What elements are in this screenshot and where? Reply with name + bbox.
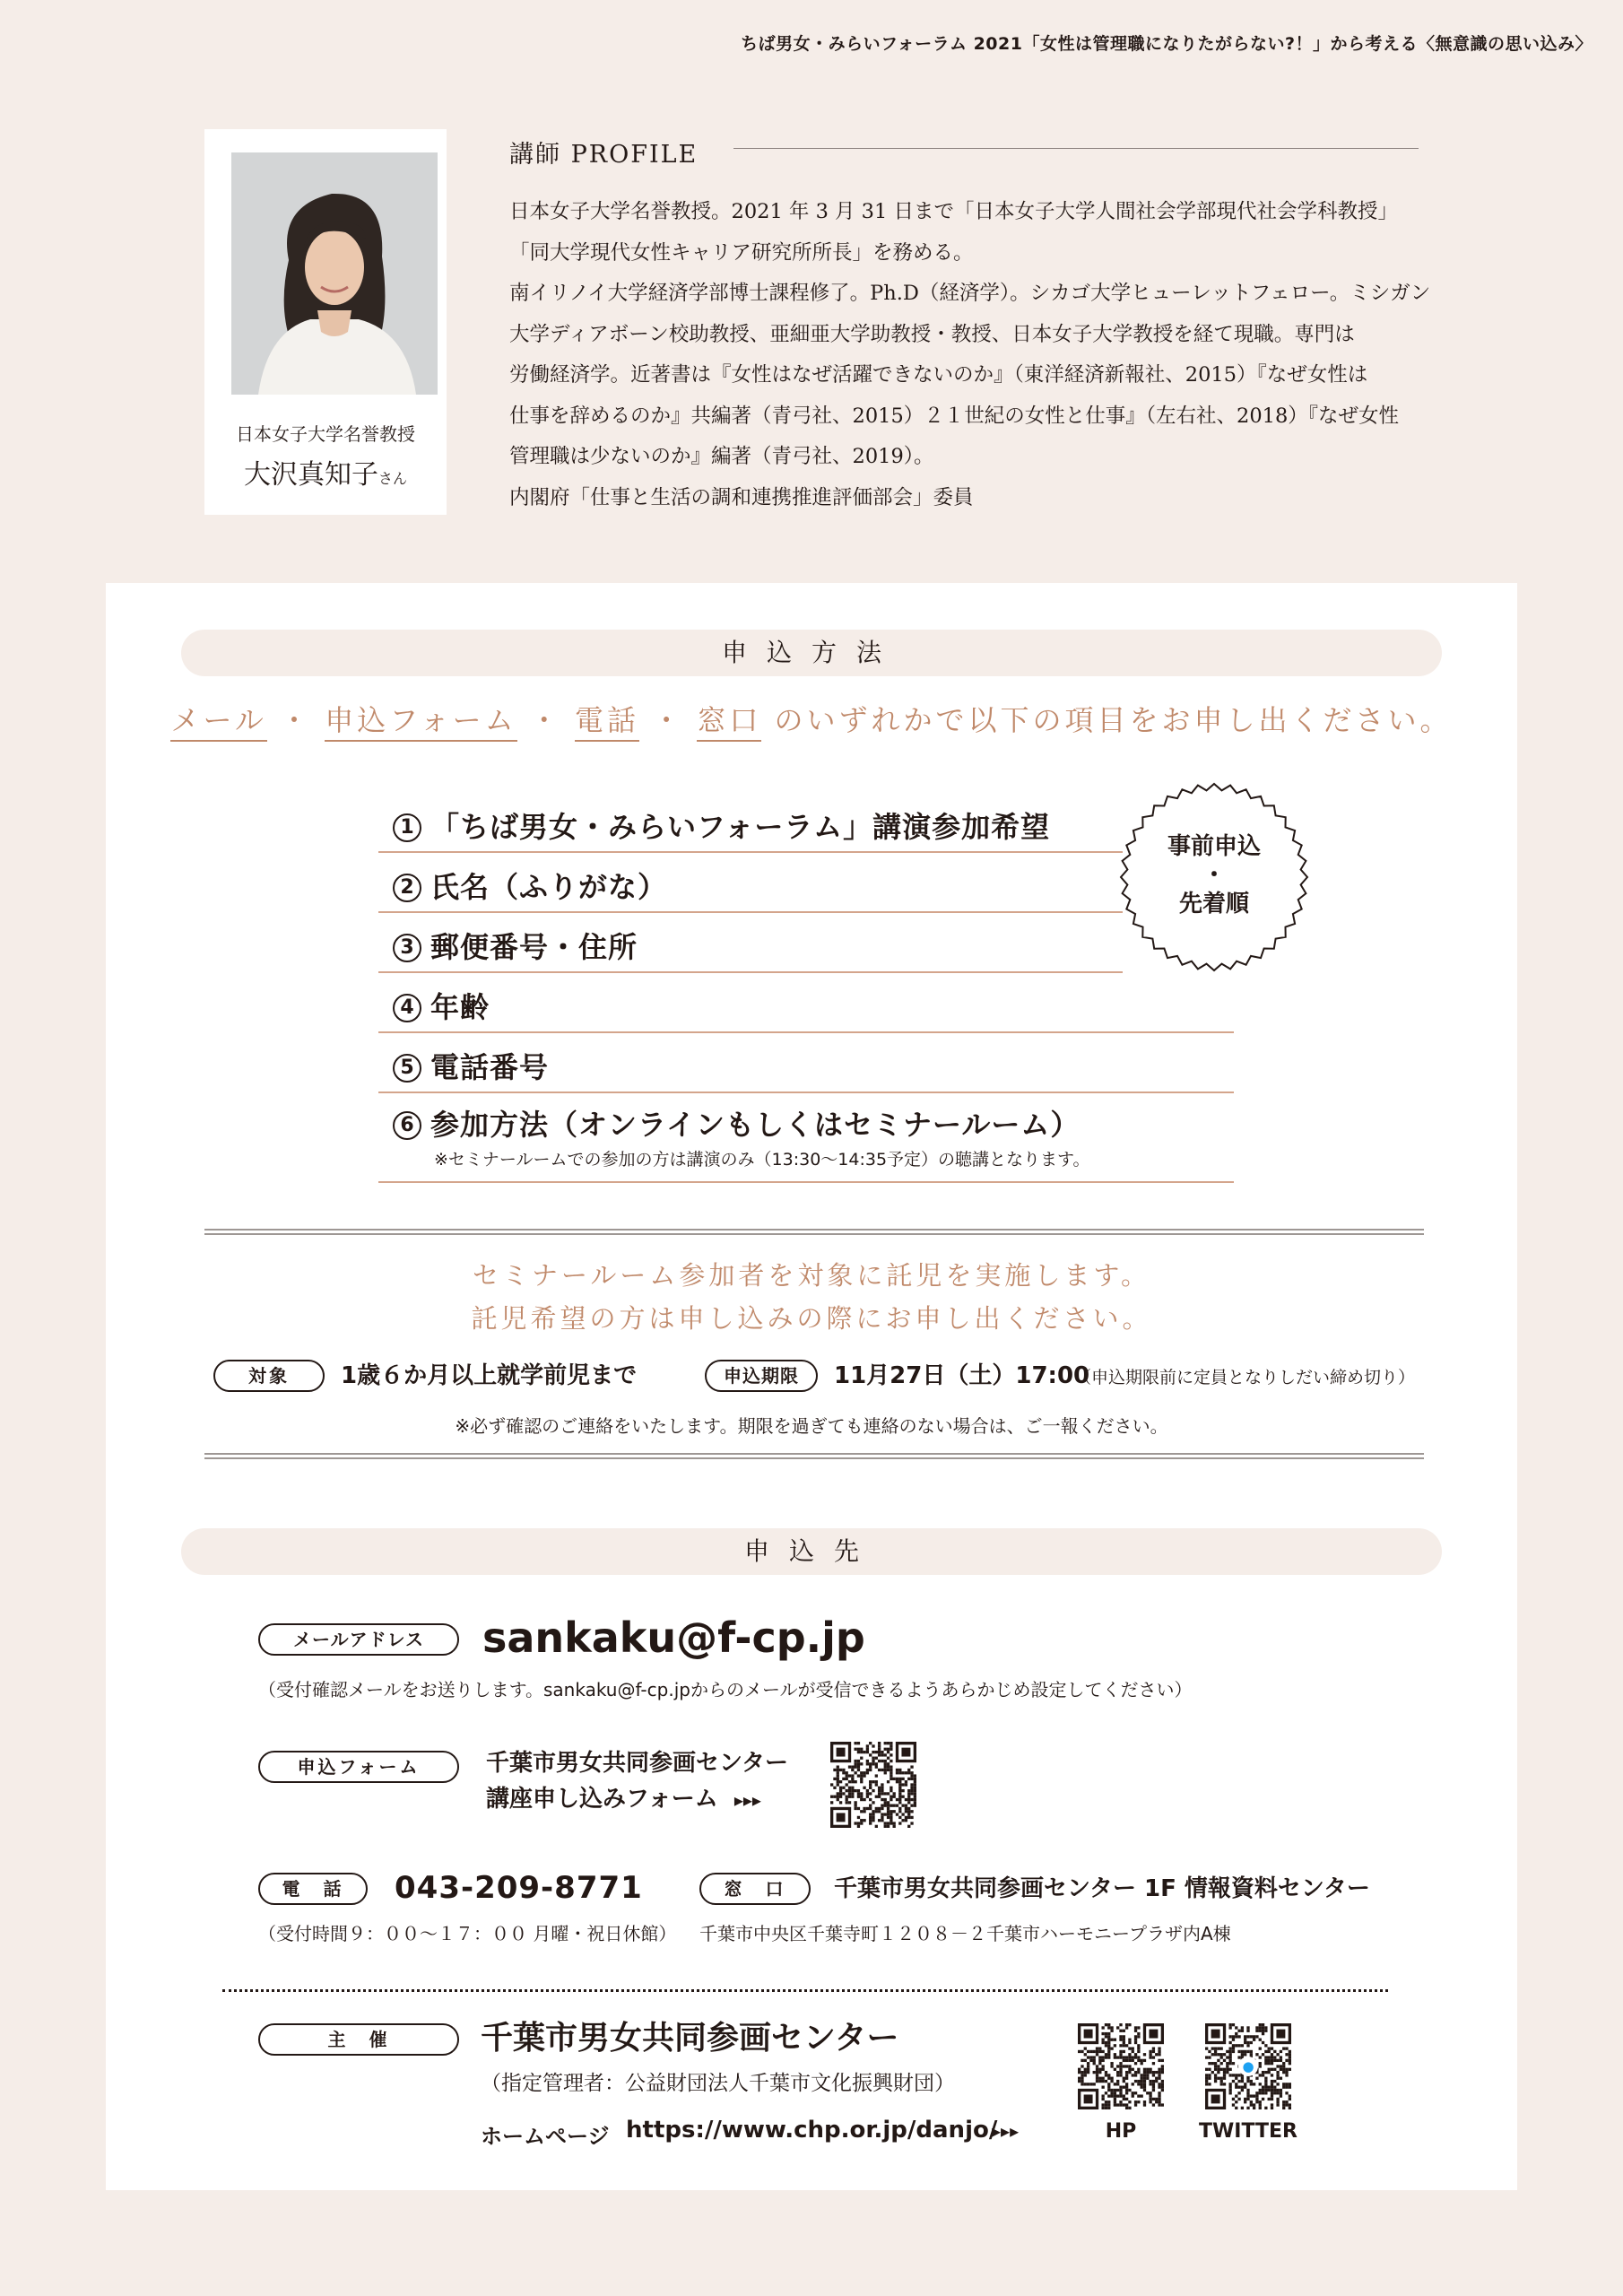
phone-label: 電 話 — [258, 1873, 368, 1905]
profile-line: 大学ディアボーン校助教授、亜細亜大学助教授・教授、日本女子大学教授を経て現職。専門は — [509, 322, 1355, 346]
childcare-deadline-note: （申込期限前に定員となりしだい締め切り） — [1074, 1368, 1416, 1387]
profile-line: 仕事を辞めるのか』共編著（青弓社、2015）２１世紀の女性と仕事』（左右社、2018）『なぜ女性 — [509, 404, 1400, 428]
childcare-deadline-label: 申込期限 — [705, 1360, 818, 1392]
childcare-target-value: 1歳６か月以上就学前児まで — [341, 1362, 638, 1389]
childcare-target-label: 対象 — [213, 1360, 325, 1392]
stamp-line-3: 先着順 — [1178, 891, 1249, 918]
homepage-label: ホームページ — [481, 2124, 610, 2149]
lecturer-photo — [231, 152, 438, 395]
method-email: メール — [170, 703, 266, 742]
application-panel — [106, 583, 1517, 2190]
item-text: 参加方法（オンラインもしくはセミナールーム） — [430, 1108, 1081, 1142]
profile-line: 労働経済学。近著書は『女性はなぜ活躍できないのか』（東洋経済新報社、2015）『なぜ女性は — [509, 363, 1368, 387]
item-number: 3 — [393, 934, 421, 962]
form-qr-code[interactable] — [830, 1742, 916, 1828]
list-item — [378, 1093, 1234, 1183]
arrow-icon: ▸▸▸ — [733, 1789, 761, 1811]
form-line-1: 千葉市男女共同参画センター — [486, 1750, 788, 1777]
item-text: 「ちば男女・みらいフォーラム」講演参加希望 — [430, 810, 1051, 844]
twitter-qr-label: TWITTER — [1199, 2120, 1298, 2143]
profile-heading: 講師 PROFILE — [509, 141, 699, 169]
lecturer-photo-card — [204, 129, 447, 515]
item-text: 郵便番号・住所 — [430, 930, 638, 964]
hp-qr-code[interactable] — [1078, 2023, 1164, 2109]
list-item — [378, 973, 1234, 1033]
flyer-header-title: ちば男女・みらいフォーラム 2021「女性は管理職になりたがらない?！」から考える〈無意識の思い込み〉 — [741, 34, 1593, 54]
homepage-url[interactable]: https://www.chp.or.jp/danjo/ — [626, 2117, 998, 2144]
profile-line: 内閣府「仕事と生活の調和連携推進評価部会」委員 — [509, 485, 974, 509]
application-method-banner: 申込方法 — [181, 630, 1442, 676]
stamp-line-1: 事前申込 — [1167, 833, 1261, 860]
organizer-manager: （指定管理者：公益財団法人千葉市文化振興財団） — [481, 2072, 955, 2095]
list-item — [378, 853, 1123, 913]
lecturer-honorific: さん — [378, 470, 407, 487]
profile-text — [509, 192, 1431, 518]
method-separator: ・ — [280, 703, 313, 737]
method-separator: ・ — [652, 703, 685, 737]
window-place: 千葉市男女共同参画センター 1F 情報資料センター — [834, 1875, 1370, 1902]
application-lead — [106, 698, 1517, 739]
email-note: （受付確認メールをお送りします。sankaku@f-cp.jpからのメールが受信できるようあらかじめ設定してください） — [258, 1679, 1193, 1700]
item-number: 4 — [393, 994, 421, 1022]
form-line-2-text: 講座申し込みフォーム — [486, 1786, 718, 1813]
lecturer-name — [204, 452, 447, 491]
method-form: 申込フォーム — [325, 703, 516, 742]
item-number: 2 — [393, 874, 421, 902]
method-separator: ・ — [529, 703, 562, 737]
childcare-notice: ※必ず確認のご連絡をいたします。期限を過ぎても連絡のない場合は、ご一報ください。 — [455, 1415, 1168, 1437]
profile-line: 日本女子大学名誉教授。2021 年 3 月 31 日まで「日本女子大学人間社会学部現代社会学科教授」 — [509, 200, 1398, 223]
email-label: メールアドレス — [258, 1623, 459, 1656]
item-text: 氏名（ふりがな） — [430, 870, 668, 904]
arrow-icon: ▸▸▸ — [992, 2120, 1020, 2142]
list-item — [378, 1033, 1234, 1093]
form-link[interactable] — [486, 1745, 788, 1818]
item-number: 1 — [393, 813, 421, 842]
hp-qr-label: HP — [1105, 2120, 1137, 2143]
reservation-stamp-text — [1119, 832, 1309, 918]
method-window: 窓口 — [697, 703, 761, 742]
method-phone: 電話 — [575, 703, 639, 742]
contact-banner: 申込先 — [181, 1528, 1442, 1575]
email-address[interactable]: sankaku@f-cp.jp — [482, 1613, 865, 1662]
form-label: 申込フォーム — [258, 1751, 459, 1783]
profile-line: 管理職は少ないのか』編著（青弓社、2019）。 — [509, 445, 934, 468]
profile-line: 南イリノイ大学経済学部博士課程修了。Ph.D（経済学）。シカゴ大学ヒューレットフェロー。ミシガン — [509, 282, 1431, 305]
window-label: 窓 口 — [699, 1873, 811, 1905]
list-item — [378, 793, 1123, 853]
childcare-top-rule — [204, 1229, 1424, 1235]
lecturer-portrait-image — [231, 152, 438, 395]
form-line-2 — [486, 1781, 788, 1818]
lead-rest: のいずれかで以下の項目をお申し出ください。 — [774, 703, 1453, 737]
childcare-line-2: 託児希望の方は申し込みの際にお申し出ください。 — [471, 1303, 1152, 1334]
item-note: ※セミナールームでの参加の方は講演のみ（13:30～14:35予定）の聴講となります。 — [434, 1150, 1090, 1170]
lecturer-title: 日本女子大学名誉教授 — [236, 423, 415, 445]
organizer-label: 主 催 — [258, 2023, 459, 2056]
item-number: 5 — [393, 1054, 421, 1083]
phone-number[interactable]: 043-209-8771 — [395, 1870, 643, 1906]
twitter-bird-icon: ● — [1238, 2057, 1258, 2076]
lecturer-name-text: 大沢真知子 — [243, 459, 378, 491]
item-text: 電話番号 — [430, 1050, 550, 1084]
profile-heading-rule — [733, 148, 1419, 149]
organizer-name: 千葉市男女共同参画センター — [481, 2020, 899, 2057]
stamp-line-2: ・ — [1202, 862, 1226, 889]
twitter-qr-code[interactable] — [1205, 2023, 1291, 2109]
profile-line: 「同大学現代女性キャリア研究所所長」を務める。 — [509, 240, 974, 265]
list-item — [378, 913, 1123, 973]
application-items-list — [378, 793, 1234, 1183]
item-text: 年齢 — [430, 990, 490, 1024]
window-address: 千葉市中央区千葉寺町１２０８－２千葉市ハーモニープラザ内A棟 — [699, 1923, 1231, 1944]
phone-hours: （受付時間９：００～１７：００ 月曜・祝日休館） — [258, 1923, 677, 1944]
childcare-line-1: セミナールーム参加者を対象に託児を実施します。 — [472, 1260, 1151, 1291]
qr-code-icon — [1078, 2023, 1164, 2109]
organizer-divider — [222, 1989, 1388, 1992]
childcare-deadline-value: 11月27日（土）17:00 — [834, 1362, 1090, 1389]
qr-code-icon — [830, 1742, 916, 1828]
childcare-bottom-rule — [204, 1453, 1424, 1459]
item-number: 6 — [393, 1111, 421, 1140]
